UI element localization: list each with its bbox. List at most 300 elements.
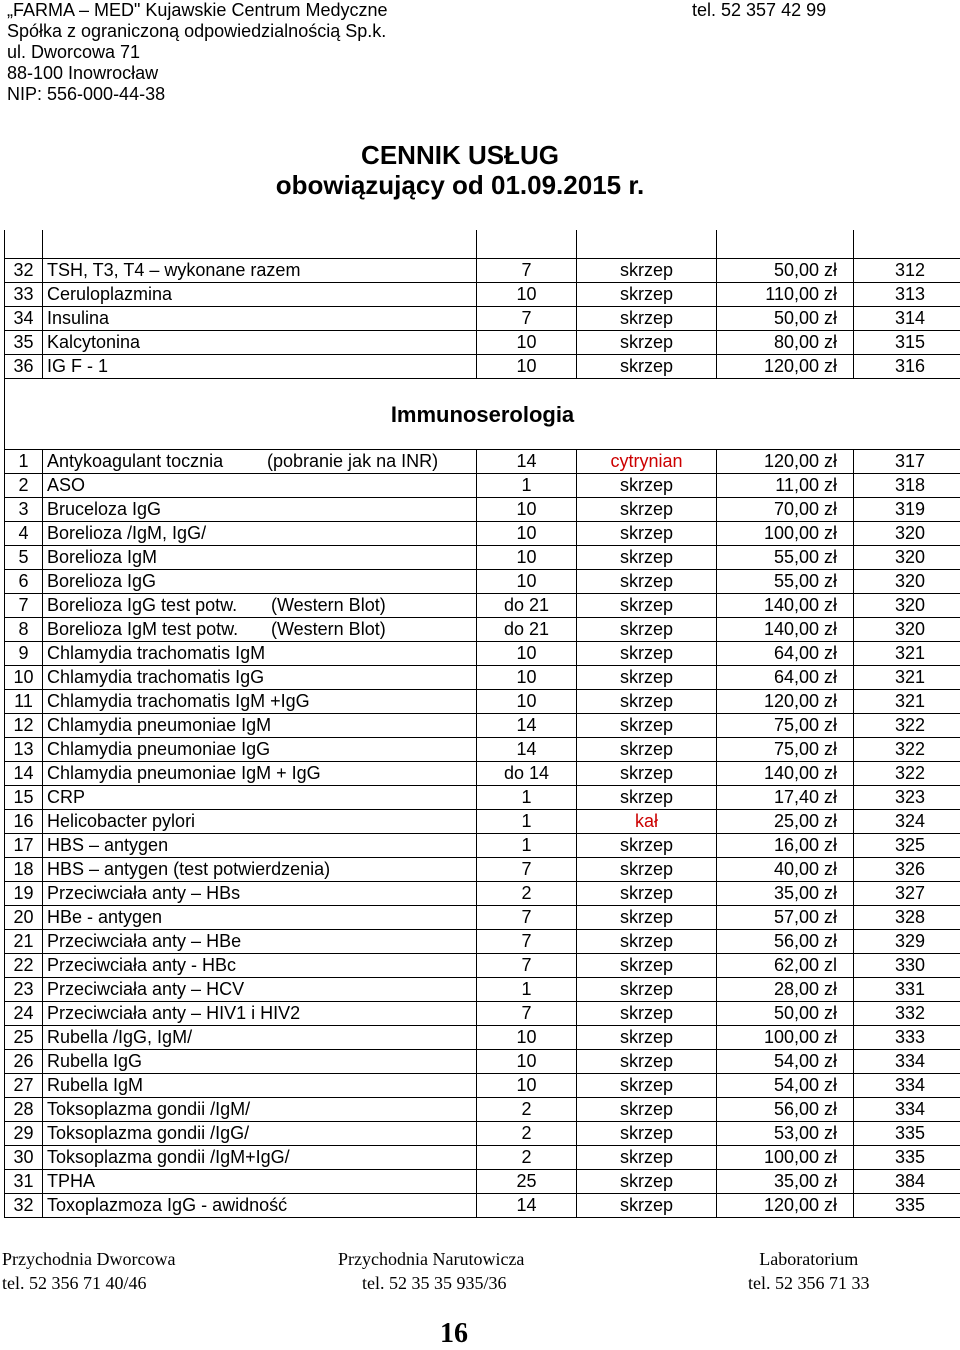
table-row	[5, 834, 960, 858]
turnaround-days-cell	[477, 570, 577, 594]
turnaround-days-cell	[477, 546, 577, 570]
turnaround-days: 7	[521, 1003, 532, 1023]
row-number: 21	[13, 931, 34, 951]
footer-clinic-narutowicza	[338, 1247, 524, 1295]
turnaround-days-cell	[477, 834, 577, 858]
price: 120,00 zł	[763, 1195, 837, 1215]
turnaround-days: 10	[516, 1027, 537, 1047]
sample-material-cell	[577, 474, 717, 498]
price: 11,00 zł	[775, 475, 837, 495]
table-row	[5, 1170, 960, 1194]
sample-material-cell	[577, 810, 717, 834]
procedure-code: 335	[894, 1147, 925, 1167]
sample-material-cell	[577, 355, 717, 379]
table-row	[5, 738, 960, 762]
price-cell	[717, 714, 854, 738]
sample-material-cell	[577, 1002, 717, 1026]
turnaround-days-cell	[477, 1050, 577, 1074]
test-name-cell	[43, 1098, 477, 1122]
price-cell	[717, 762, 854, 786]
page-subtitle: obowiązujący od 01.09.2015 r.	[275, 170, 645, 200]
price-cell	[717, 1122, 854, 1146]
sample-material-cell	[577, 714, 717, 738]
row-number: 6	[18, 571, 29, 591]
procedure-code: 321	[894, 667, 925, 687]
table-row	[5, 474, 960, 498]
price: 53,00 zł	[773, 1123, 837, 1143]
test-name: Antykoagulant tocznia	[47, 451, 224, 471]
procedure-code: 321	[894, 643, 925, 663]
table-row	[5, 1146, 960, 1170]
sample-material: skrzep	[619, 619, 673, 639]
turnaround-days-cell	[477, 355, 577, 379]
procedure-code-cell	[854, 690, 960, 714]
price: 55,00 zł	[773, 547, 837, 567]
row-number-cell	[5, 307, 43, 331]
row-number: 18	[13, 859, 34, 879]
row-number-cell	[5, 1026, 43, 1050]
turnaround-days-cell	[477, 714, 577, 738]
test-name: Toksoplazma gondii /IgM+IgG/	[47, 1147, 290, 1167]
procedure-code: 335	[894, 1123, 925, 1143]
sample-material-cell	[577, 1122, 717, 1146]
footer-clinic-name: Laboratorium	[759, 1249, 859, 1269]
test-name: Borelioza IgG test potw.	[47, 595, 238, 615]
row-number: 22	[13, 955, 34, 975]
row-number-cell	[5, 1170, 43, 1194]
turnaround-days: 7	[521, 955, 532, 975]
procedure-code-cell	[854, 1122, 960, 1146]
procedure-code: 322	[894, 715, 925, 735]
row-number-cell	[5, 522, 43, 546]
price: 75,00 zł	[773, 715, 837, 735]
test-name-cell	[43, 1050, 477, 1074]
turnaround-days: 1	[521, 475, 532, 495]
sample-material-cell	[577, 786, 717, 810]
sample-material-cell	[577, 594, 717, 618]
price-cell	[717, 1170, 854, 1194]
test-name-cell	[43, 522, 477, 546]
sample-material: skrzep	[619, 1051, 673, 1071]
sample-material-cell	[577, 546, 717, 570]
turnaround-days-cell	[477, 474, 577, 498]
sample-material-cell	[577, 1194, 717, 1218]
test-name-cell	[43, 307, 477, 331]
row-number: 32	[13, 1195, 34, 1215]
procedure-code-cell	[854, 930, 960, 954]
test-name: ASO	[47, 475, 86, 495]
price: 50,00 zł	[773, 308, 837, 328]
sample-material: skrzep	[619, 835, 673, 855]
test-name-cell	[43, 810, 477, 834]
sample-material-cell	[577, 858, 717, 882]
price: 54,00 zł	[773, 1051, 837, 1071]
test-name-cell	[43, 355, 477, 379]
table-row	[5, 355, 960, 379]
procedure-code-cell	[854, 1170, 960, 1194]
table-row	[5, 786, 960, 810]
procedure-code: 334	[894, 1075, 925, 1095]
test-name-cell	[43, 882, 477, 906]
sample-material: skrzep	[619, 907, 673, 927]
procedure-code-cell	[854, 355, 960, 379]
table-row	[5, 810, 960, 834]
test-note: (Western Blot)	[271, 595, 386, 615]
row-number-cell	[5, 331, 43, 355]
turnaround-days-cell	[477, 690, 577, 714]
procedure-code-cell	[854, 810, 960, 834]
test-name-cell	[43, 618, 477, 642]
row-number: 14	[13, 763, 34, 783]
sample-material: skrzep	[619, 523, 673, 543]
procedure-code: 334	[894, 1051, 925, 1071]
test-name: Przeciwciała anty – HCV	[47, 979, 245, 999]
price: 35,00 zł	[773, 883, 837, 903]
turnaround-days-cell	[477, 307, 577, 331]
price: 56,00 zł	[773, 1099, 837, 1119]
row-number: 27	[13, 1075, 34, 1095]
price: 40,00 zł	[773, 859, 837, 879]
table-row	[5, 283, 960, 307]
turnaround-days: 1	[521, 787, 532, 807]
row-number-cell	[5, 355, 43, 379]
price: 110,00 zł	[765, 284, 837, 304]
test-name: Borelioza /IgM, IgG/	[47, 523, 207, 543]
footer-clinic-name: Przychodnia Dworcowa	[2, 1249, 176, 1269]
price: 50,00 zł	[773, 1003, 837, 1023]
turnaround-days-cell	[477, 594, 577, 618]
table-row	[5, 906, 960, 930]
test-name-cell	[43, 858, 477, 882]
row-number: 4	[18, 523, 29, 543]
sample-material: skrzep	[619, 284, 673, 304]
test-name-cell	[43, 906, 477, 930]
procedure-code-cell	[854, 1050, 960, 1074]
turnaround-days: 7	[521, 260, 532, 280]
turnaround-days: 1	[521, 979, 532, 999]
sample-material-cell	[577, 498, 717, 522]
procedure-code: 318	[894, 475, 925, 495]
test-name-cell	[43, 450, 477, 474]
turnaround-days-cell	[477, 1026, 577, 1050]
sample-material: skrzep	[619, 1027, 673, 1047]
price: 56,00 zł	[773, 931, 837, 951]
table-row	[5, 259, 960, 283]
procedure-code: 328	[894, 907, 925, 927]
row-number: 17	[13, 835, 34, 855]
price: 54,00 zł	[773, 1075, 837, 1095]
price: 100,00 zł	[763, 1027, 837, 1047]
price-cell	[717, 546, 854, 570]
procedure-code-cell	[854, 498, 960, 522]
row-number: 31	[13, 1171, 34, 1191]
row-number-cell	[5, 906, 43, 930]
procedure-code-cell	[854, 834, 960, 858]
row-number: 35	[13, 332, 34, 352]
sample-material: skrzep	[619, 1003, 673, 1023]
price: 100,00 zł	[763, 1147, 837, 1167]
test-name: Chlamydia trachomatis IgM	[47, 643, 266, 663]
turnaround-days: do 14	[503, 763, 550, 783]
test-name: HBS – antygen	[47, 835, 169, 855]
table-row	[5, 546, 960, 570]
price: 120,00 zł	[763, 356, 837, 376]
row-number-cell	[5, 1002, 43, 1026]
test-name-cell	[43, 331, 477, 355]
sample-material-cell	[577, 307, 717, 331]
test-name: Przeciwciała anty – HBs	[47, 883, 241, 903]
sample-material: skrzep	[619, 763, 673, 783]
sample-material-cell	[577, 522, 717, 546]
test-name-cell	[43, 690, 477, 714]
footer-clinic-name: Przychodnia Narutowicza	[338, 1249, 525, 1269]
table-row	[5, 570, 960, 594]
test-name: Przeciwciała anty - HBc	[47, 955, 237, 975]
turnaround-days-cell	[477, 954, 577, 978]
turnaround-days: 1	[521, 811, 532, 831]
procedure-code-cell	[854, 762, 960, 786]
sample-material-cell	[577, 666, 717, 690]
price-cell	[717, 738, 854, 762]
row-number-cell	[5, 570, 43, 594]
sample-material-cell	[577, 618, 717, 642]
price: 70,00 zł	[773, 499, 837, 519]
turnaround-days-cell	[477, 618, 577, 642]
price-cell	[717, 930, 854, 954]
row-number-cell	[5, 450, 43, 474]
row-number-cell	[5, 714, 43, 738]
procedure-code: 327	[894, 883, 925, 903]
sample-material: skrzep	[619, 1123, 673, 1143]
price-cell	[717, 307, 854, 331]
test-name-cell	[43, 1002, 477, 1026]
turnaround-days: 14	[516, 1195, 537, 1215]
turnaround-days: 14	[516, 739, 537, 759]
footer-clinic-phone: tel. 52 35 35 935/36	[362, 1273, 507, 1293]
test-name: Borelioza IgM	[47, 547, 158, 567]
sample-material: skrzep	[619, 1171, 673, 1191]
sample-material-cell	[577, 570, 717, 594]
test-name-cell	[43, 954, 477, 978]
turnaround-days-cell	[477, 858, 577, 882]
price: 140,00 zł	[763, 595, 837, 615]
table-row	[5, 1002, 960, 1026]
turnaround-days-cell	[477, 810, 577, 834]
table-row	[5, 930, 960, 954]
turnaround-days-cell	[477, 1170, 577, 1194]
procedure-code: 335	[894, 1195, 925, 1215]
sample-material-cell	[577, 642, 717, 666]
turnaround-days-cell	[477, 906, 577, 930]
procedure-code: 320	[894, 619, 925, 639]
procedure-code-cell	[854, 1098, 960, 1122]
sample-material-cell	[577, 1170, 717, 1194]
row-number-cell	[5, 858, 43, 882]
test-name: Borelioza IgG	[47, 571, 157, 591]
procedure-code: 320	[894, 595, 925, 615]
procedure-code-cell	[854, 570, 960, 594]
table-row	[5, 690, 960, 714]
price-cell	[717, 882, 854, 906]
procedure-code-cell	[854, 283, 960, 307]
sample-material: kał	[634, 811, 658, 831]
procedure-code: 384	[894, 1171, 925, 1191]
company-header	[7, 0, 388, 105]
test-name: IG F - 1	[47, 356, 109, 376]
row-number: 30	[13, 1147, 34, 1167]
procedure-code: 317	[894, 451, 925, 471]
procedure-code-cell	[854, 474, 960, 498]
sample-material-cell	[577, 331, 717, 355]
procedure-code: 329	[894, 931, 925, 951]
price: 28,00 zł	[773, 979, 837, 999]
price-cell	[717, 594, 854, 618]
price-cell	[717, 906, 854, 930]
turnaround-days-cell	[477, 522, 577, 546]
row-number: 10	[13, 667, 34, 687]
footer-clinic-phone: tel. 52 356 71 40/46	[2, 1273, 147, 1293]
price: 55,00 zł	[773, 571, 837, 591]
price: 64,00 zł	[773, 667, 837, 687]
price-cell	[717, 1074, 854, 1098]
table-row	[5, 882, 960, 906]
row-number-cell	[5, 666, 43, 690]
procedure-code-cell	[854, 858, 960, 882]
procedure-code: 333	[894, 1027, 925, 1047]
turnaround-days-cell	[477, 259, 577, 283]
page-number: 16	[440, 1318, 468, 1349]
table-row	[5, 522, 960, 546]
sample-material: cytrynian	[610, 451, 683, 471]
turnaround-days: do 21	[503, 595, 550, 615]
test-name-cell	[43, 283, 477, 307]
row-number: 13	[13, 739, 34, 759]
procedure-code-cell	[854, 307, 960, 331]
row-number: 5	[18, 547, 29, 567]
turnaround-days-cell	[477, 1098, 577, 1122]
price-cell	[717, 786, 854, 810]
price-cell	[717, 810, 854, 834]
price-cell	[717, 570, 854, 594]
price-cell	[717, 834, 854, 858]
procedure-code-cell	[854, 1194, 960, 1218]
price-cell	[717, 259, 854, 283]
procedure-code: 315	[894, 332, 925, 352]
test-name-cell	[43, 498, 477, 522]
test-name-cell	[43, 474, 477, 498]
turnaround-days: 10	[516, 523, 537, 543]
row-number: 20	[13, 907, 34, 927]
test-name-cell	[43, 594, 477, 618]
row-number-cell	[5, 810, 43, 834]
turnaround-days: 2	[521, 883, 532, 903]
price: 62,00 zl	[773, 955, 837, 975]
row-number-cell	[5, 1194, 43, 1218]
turnaround-days: 2	[521, 1123, 532, 1143]
test-name: Chlamydia pneumoniae IgM + IgG	[47, 763, 321, 783]
table-row	[5, 1074, 960, 1098]
turnaround-days-cell	[477, 450, 577, 474]
price: 140,00 zł	[763, 619, 837, 639]
test-name-cell	[43, 738, 477, 762]
procedure-code-cell	[854, 1002, 960, 1026]
table-row	[5, 498, 960, 522]
turnaround-days-cell	[477, 978, 577, 1002]
price: 25,00 zł	[773, 811, 837, 831]
company-city: 88-100 Inowrocław	[7, 63, 159, 83]
footer-clinic-dworcowa	[2, 1247, 175, 1295]
turnaround-days: 14	[516, 451, 537, 471]
procedure-code: 326	[894, 859, 925, 879]
test-name: Chlamydia trachomatis IgG	[47, 667, 265, 687]
test-name: CRP	[47, 787, 86, 807]
company-nip: NIP: 556-000-44-38	[7, 84, 166, 104]
row-number: 34	[13, 308, 34, 328]
sample-material: skrzep	[619, 571, 673, 591]
sample-material: skrzep	[619, 667, 673, 687]
procedure-code: 332	[894, 1003, 925, 1023]
sample-material-cell	[577, 930, 717, 954]
sample-material-cell	[577, 1146, 717, 1170]
row-number: 9	[18, 643, 29, 663]
procedure-code: 316	[894, 356, 925, 376]
test-name-cell	[43, 570, 477, 594]
sample-material: skrzep	[619, 260, 673, 280]
price-cell	[717, 283, 854, 307]
test-name: Chlamydia trachomatis IgM +IgG	[47, 691, 310, 711]
turnaround-days-cell	[477, 1194, 577, 1218]
test-name: Borelioza IgM test potw.	[47, 619, 239, 639]
test-name: Ceruloplazmina	[47, 284, 173, 304]
row-number-cell	[5, 882, 43, 906]
turnaround-days: 2	[521, 1099, 532, 1119]
procedure-code-cell	[854, 594, 960, 618]
row-number-cell	[5, 642, 43, 666]
sample-material-cell	[577, 954, 717, 978]
sample-material: skrzep	[619, 1195, 673, 1215]
row-number-cell	[5, 738, 43, 762]
price-cell	[717, 690, 854, 714]
turnaround-days: 10	[516, 332, 537, 352]
company-phone: tel. 52 357 42 99	[692, 0, 827, 20]
row-number-cell	[5, 786, 43, 810]
table-row	[5, 1122, 960, 1146]
row-number: 2	[18, 475, 29, 495]
price: 120,00 zł	[763, 451, 837, 471]
price-cell	[717, 1026, 854, 1050]
price-table-body	[5, 230, 960, 1218]
footer-laboratory	[748, 1247, 870, 1295]
price-cell	[717, 1146, 854, 1170]
turnaround-days: 10	[516, 284, 537, 304]
test-name: TSH, T3, T4 – wykonane razem	[47, 260, 301, 280]
procedure-code: 319	[894, 499, 925, 519]
price-cell	[717, 1050, 854, 1074]
turnaround-days-cell	[477, 1074, 577, 1098]
row-number: 1	[18, 451, 29, 471]
price-cell	[717, 1002, 854, 1026]
test-name-cell	[43, 1122, 477, 1146]
test-name: HBe - antygen	[47, 907, 163, 927]
company-legal-form: Spółka z ograniczoną odpowiedzialnością Sp.k.	[7, 21, 387, 41]
sample-material-cell	[577, 978, 717, 1002]
price: 17,40 zł	[773, 787, 837, 807]
row-number-cell	[5, 978, 43, 1002]
turnaround-days-cell	[477, 1002, 577, 1026]
row-number-cell	[5, 690, 43, 714]
test-name: Chlamydia pneumoniae IgM	[47, 715, 272, 735]
sample-material: skrzep	[619, 715, 673, 735]
